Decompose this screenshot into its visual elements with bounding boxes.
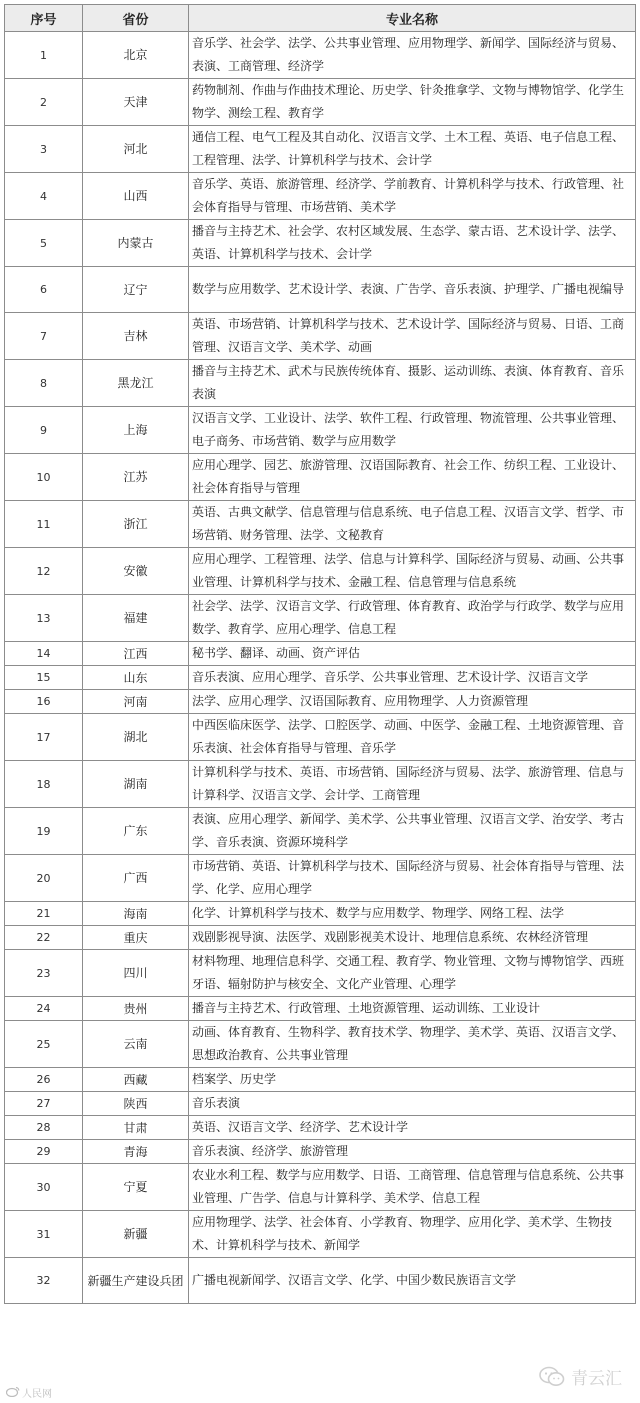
header-province: 省份 xyxy=(83,5,189,32)
row-province: 广西 xyxy=(83,855,189,902)
table-row xyxy=(5,666,636,690)
row-number: 13 xyxy=(5,595,83,642)
majors-table xyxy=(4,4,636,1304)
row-majors: 动画、体育教育、生物科学、教育技术学、物理学、美术学、英语、汉语言文学、思想政治教育、公共事业管理 xyxy=(189,1021,636,1068)
row-majors: 计算机科学与技术、英语、市场营销、国际经济与贸易、法学、旅游管理、信息与计算科学、汉语言文学、会计学、工商管理 xyxy=(189,761,636,808)
row-province: 西藏 xyxy=(83,1068,189,1092)
row-majors: 应用心理学、园艺、旅游管理、汉语国际教育、社会工作、纺织工程、工业设计、社会体育指导与管理 xyxy=(189,454,636,501)
row-number: 24 xyxy=(5,997,83,1021)
row-majors: 音乐学、社会学、法学、公共事业管理、应用物理学、新闻学、国际经济与贸易、表演、工商管理、经济学 xyxy=(189,32,636,79)
table-row xyxy=(5,902,636,926)
header-major-names: 专业名称 xyxy=(189,5,636,32)
wechat-bubbles-icon xyxy=(539,1366,565,1388)
row-majors: 法学、应用心理学、汉语国际教育、应用物理学、人力资源管理 xyxy=(189,690,636,714)
row-province: 新疆 xyxy=(83,1211,189,1258)
weibo-watermark xyxy=(6,1385,52,1400)
row-number: 20 xyxy=(5,855,83,902)
row-number: 14 xyxy=(5,642,83,666)
weibo-icon xyxy=(6,1386,20,1400)
row-number: 28 xyxy=(5,1116,83,1140)
row-majors: 化学、计算机科学与技术、数学与应用数学、物理学、网络工程、法学 xyxy=(189,902,636,926)
row-majors: 应用心理学、工程管理、法学、信息与计算科学、国际经济与贸易、动画、公共事业管理、计算机科学与技术、金融工程、信息管理与信息系统 xyxy=(189,548,636,595)
row-number: 6 xyxy=(5,267,83,313)
table-row xyxy=(5,32,636,79)
row-province: 青海 xyxy=(83,1140,189,1164)
table-body xyxy=(5,32,636,1304)
table-row xyxy=(5,548,636,595)
row-number: 27 xyxy=(5,1092,83,1116)
row-majors: 档案学、历史学 xyxy=(189,1068,636,1092)
row-majors: 表演、应用心理学、新闻学、美术学、公共事业管理、汉语言文学、治安学、考古学、音乐表演、资源环境科学 xyxy=(189,808,636,855)
row-majors: 戏剧影视导演、法医学、戏剧影视美术设计、地理信息系统、农林经济管理 xyxy=(189,926,636,950)
row-majors: 播音与主持艺术、行政管理、土地资源管理、运动训练、工业设计 xyxy=(189,997,636,1021)
row-majors: 通信工程、电气工程及其自动化、汉语言文学、土木工程、英语、电子信息工程、工程管理、法学、计算机科学与技术、会计学 xyxy=(189,126,636,173)
table-row xyxy=(5,126,636,173)
row-number: 3 xyxy=(5,126,83,173)
row-province: 湖南 xyxy=(83,761,189,808)
row-province: 浙江 xyxy=(83,501,189,548)
table-row xyxy=(5,360,636,407)
row-province: 海南 xyxy=(83,902,189,926)
weibo-watermark-text: 人民网 xyxy=(22,1389,52,1400)
row-majors: 应用物理学、法学、社会体育、小学教育、物理学、应用化学、美术学、生物技术、计算机科学与技术、新闻学 xyxy=(189,1211,636,1258)
table-row xyxy=(5,173,636,220)
row-province: 四川 xyxy=(83,950,189,997)
row-number: 1 xyxy=(5,32,83,79)
row-majors: 音乐学、英语、旅游管理、经济学、学前教育、计算机科学与技术、行政管理、社会体育指导与管理、市场营销、美术学 xyxy=(189,173,636,220)
row-majors: 中西医临床医学、法学、口腔医学、动画、中医学、金融工程、土地资源管理、音乐表演、社会体育指导与管理、音乐学 xyxy=(189,714,636,761)
row-number: 18 xyxy=(5,761,83,808)
row-province: 福建 xyxy=(83,595,189,642)
row-number: 23 xyxy=(5,950,83,997)
row-majors: 英语、汉语言文学、经济学、艺术设计学 xyxy=(189,1116,636,1140)
row-province: 吉林 xyxy=(83,313,189,360)
row-province: 新疆生产建设兵团 xyxy=(83,1258,189,1304)
table-row xyxy=(5,501,636,548)
row-majors: 材料物理、地理信息科学、交通工程、教育学、物业管理、文物与博物馆学、西班牙语、辐射防护与核安全、文化产业管理、心理学 xyxy=(189,950,636,997)
row-province: 宁夏 xyxy=(83,1164,189,1211)
wechat-watermark-text: 青云汇 xyxy=(571,1369,622,1389)
row-majors: 农业水利工程、数学与应用数学、日语、工商管理、信息管理与信息系统、公共事业管理、广告学、信息与计算科学、美术学、信息工程 xyxy=(189,1164,636,1211)
row-majors: 秘书学、翻译、动画、资产评估 xyxy=(189,642,636,666)
row-majors: 英语、古典文献学、信息管理与信息系统、电子信息工程、汉语言文学、哲学、市场营销、财务管理、法学、文秘教育 xyxy=(189,501,636,548)
row-number: 19 xyxy=(5,808,83,855)
table-row xyxy=(5,997,636,1021)
table-row xyxy=(5,1164,636,1211)
row-province: 山西 xyxy=(83,173,189,220)
row-province: 黑龙江 xyxy=(83,360,189,407)
table-row xyxy=(5,714,636,761)
table-row xyxy=(5,267,636,313)
table-row xyxy=(5,761,636,808)
row-province: 安徽 xyxy=(83,548,189,595)
row-province: 甘肃 xyxy=(83,1116,189,1140)
row-province: 上海 xyxy=(83,407,189,454)
row-province: 山东 xyxy=(83,666,189,690)
table-row xyxy=(5,220,636,267)
table-row xyxy=(5,1092,636,1116)
table-row xyxy=(5,1116,636,1140)
table-header-row xyxy=(5,5,636,32)
row-number: 29 xyxy=(5,1140,83,1164)
table-row xyxy=(5,808,636,855)
row-majors: 音乐表演、应用心理学、音乐学、公共事业管理、艺术设计学、汉语言文学 xyxy=(189,666,636,690)
table-row xyxy=(5,407,636,454)
table-row xyxy=(5,950,636,997)
row-majors: 音乐表演 xyxy=(189,1092,636,1116)
table-row xyxy=(5,1258,636,1304)
row-number: 5 xyxy=(5,220,83,267)
table-row xyxy=(5,1021,636,1068)
row-number: 11 xyxy=(5,501,83,548)
row-number: 4 xyxy=(5,173,83,220)
row-number: 9 xyxy=(5,407,83,454)
row-majors: 市场营销、英语、计算机科学与技术、国际经济与贸易、社会体育指导与管理、法学、化学、应用心理学 xyxy=(189,855,636,902)
row-province: 天津 xyxy=(83,79,189,126)
row-majors: 英语、市场营销、计算机科学与技术、艺术设计学、国际经济与贸易、日语、工商管理、汉语言文学、美术学、动画 xyxy=(189,313,636,360)
table-row xyxy=(5,690,636,714)
row-number: 32 xyxy=(5,1258,83,1304)
row-province: 江苏 xyxy=(83,454,189,501)
table-row xyxy=(5,1068,636,1092)
row-number: 7 xyxy=(5,313,83,360)
row-province: 贵州 xyxy=(83,997,189,1021)
row-number: 2 xyxy=(5,79,83,126)
row-number: 31 xyxy=(5,1211,83,1258)
row-number: 8 xyxy=(5,360,83,407)
row-majors: 社会学、法学、汉语言文学、行政管理、体育教育、政治学与行政学、数学与应用数学、教育学、应用心理学、信息工程 xyxy=(189,595,636,642)
row-number: 21 xyxy=(5,902,83,926)
table-row xyxy=(5,79,636,126)
row-province: 重庆 xyxy=(83,926,189,950)
table-row xyxy=(5,926,636,950)
row-province: 云南 xyxy=(83,1021,189,1068)
row-province: 辽宁 xyxy=(83,267,189,313)
row-majors: 数学与应用数学、艺术设计学、表演、广告学、音乐表演、护理学、广播电视编导 xyxy=(189,267,636,313)
row-number: 22 xyxy=(5,926,83,950)
header-number: 序号 xyxy=(5,5,83,32)
wechat-watermark xyxy=(539,1364,622,1389)
row-majors: 播音与主持艺术、社会学、农村区域发展、生态学、蒙古语、艺术设计学、法学、英语、计算机科学与技术、会计学 xyxy=(189,220,636,267)
row-number: 17 xyxy=(5,714,83,761)
row-province: 北京 xyxy=(83,32,189,79)
table-row xyxy=(5,1211,636,1258)
table-row xyxy=(5,1140,636,1164)
row-province: 河北 xyxy=(83,126,189,173)
row-number: 15 xyxy=(5,666,83,690)
table-row xyxy=(5,454,636,501)
row-majors: 药物制剂、作曲与作曲技术理论、历史学、针灸推拿学、文物与博物馆学、化学生物学、测绘工程、教育学 xyxy=(189,79,636,126)
row-province: 江西 xyxy=(83,642,189,666)
row-province: 河南 xyxy=(83,690,189,714)
row-number: 25 xyxy=(5,1021,83,1068)
row-province: 内蒙古 xyxy=(83,220,189,267)
row-number: 12 xyxy=(5,548,83,595)
table-row xyxy=(5,642,636,666)
row-number: 10 xyxy=(5,454,83,501)
row-province: 陕西 xyxy=(83,1092,189,1116)
row-majors: 播音与主持艺术、武术与民族传统体育、摄影、运动训练、表演、体育教育、音乐表演 xyxy=(189,360,636,407)
row-majors: 音乐表演、经济学、旅游管理 xyxy=(189,1140,636,1164)
table-row xyxy=(5,855,636,902)
row-province: 广东 xyxy=(83,808,189,855)
row-number: 26 xyxy=(5,1068,83,1092)
row-number: 30 xyxy=(5,1164,83,1211)
table-row xyxy=(5,313,636,360)
row-majors: 汉语言文学、工业设计、法学、软件工程、行政管理、物流管理、公共事业管理、电子商务、市场营销、数学与应用数学 xyxy=(189,407,636,454)
row-province: 湖北 xyxy=(83,714,189,761)
table-row xyxy=(5,595,636,642)
row-majors: 广播电视新闻学、汉语言文学、化学、中国少数民族语言文学 xyxy=(189,1258,636,1304)
row-number: 16 xyxy=(5,690,83,714)
